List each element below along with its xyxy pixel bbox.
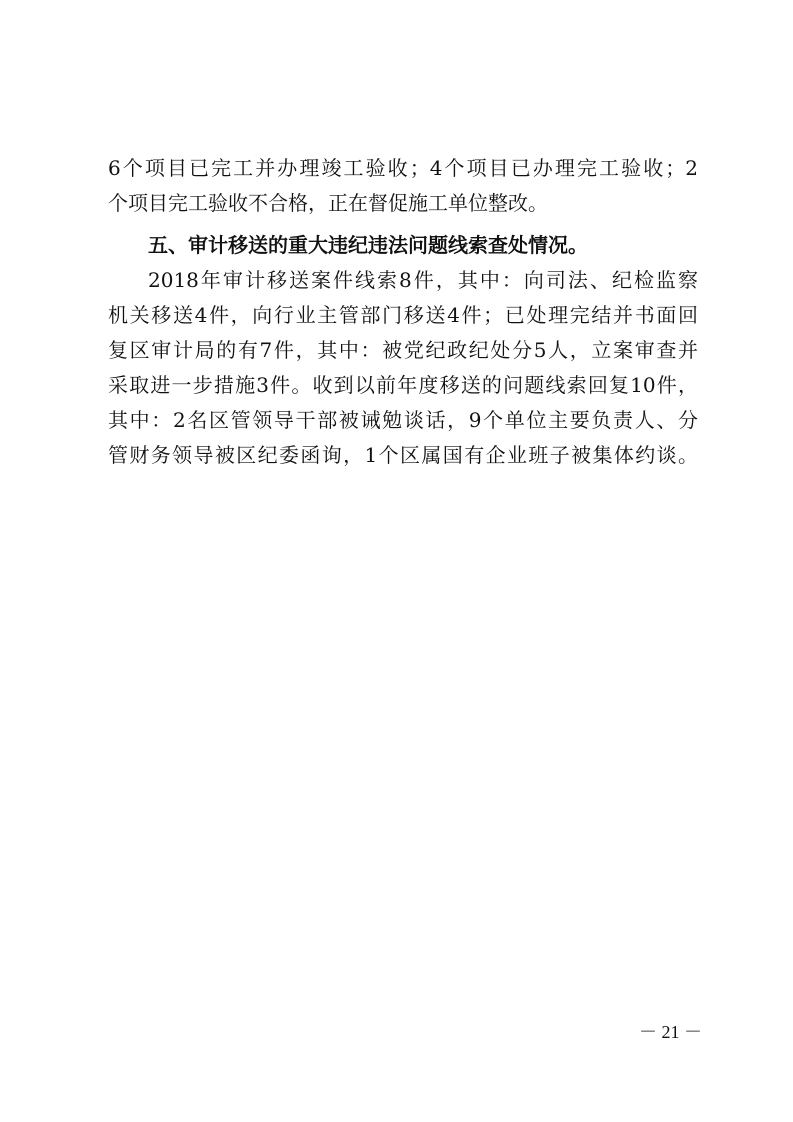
section-heading: 五、审计移送的重大违纪违法问题线索查处情况。 (148, 233, 588, 257)
paragraph-1-line-2: 个项目完工验收不合格，正在督促施工单位整改。 (108, 191, 548, 215)
paragraph-2-line-1: 2018年审计移送案件线索8件，其中：向司法、纪检监察 (148, 268, 698, 292)
paragraph-2-line-2: 机关移送4件，向行业主管部门移送4件；已处理完结并书面回 (108, 303, 698, 327)
paragraph-1-line-1: 6个项目已完工并办理竣工验收；4个项目已办理完工验收；2 (108, 156, 698, 180)
paragraph-2-line-3: 复区审计局的有7件，其中：被党纪政纪处分5人，立案审查并 (108, 338, 698, 362)
paragraph-2-line-5: 其中：2名区管领导干部被诫勉谈话，9个单位主要负责人、分 (108, 408, 698, 432)
page-number: － 21 － (639, 1022, 702, 1042)
paragraph-2-line-4: 采取进一步措施3件。收到以前年度移送的问题线索回复10件， (108, 373, 698, 397)
paragraph-2-line-6: 管财务领导被区纪委函询，1个区属国有企业班子被集体约谈。 (108, 443, 698, 467)
